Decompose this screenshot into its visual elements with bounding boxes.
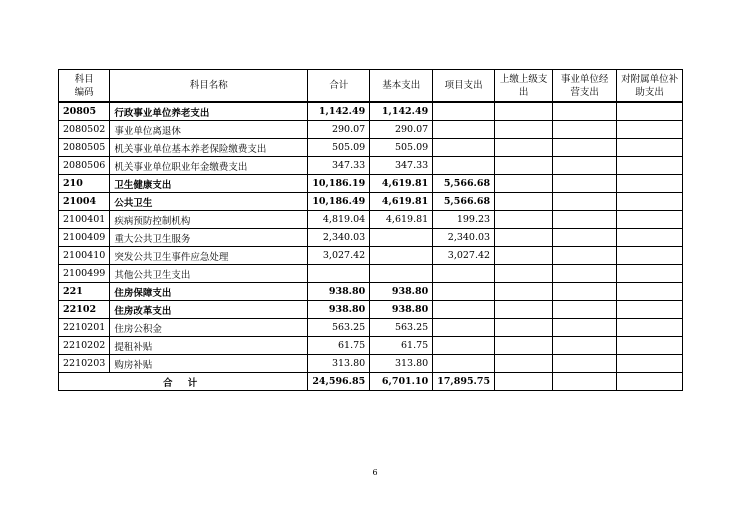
header-basic: 基本支出 <box>370 70 433 103</box>
row-basic: 505.09 <box>370 139 433 157</box>
table-row <box>59 319 683 337</box>
row-business <box>553 229 617 247</box>
row-subsidy <box>617 229 683 247</box>
row-basic: 347.33 <box>370 157 433 175</box>
row-code: 2080502 <box>59 121 110 139</box>
row-subsidy <box>617 193 683 211</box>
row-basic <box>370 247 433 265</box>
row-subsidy <box>617 301 683 319</box>
row-project <box>433 283 495 301</box>
row-project <box>433 265 495 283</box>
row-project <box>433 319 495 337</box>
row-code: 2210201 <box>59 319 110 337</box>
row-subsidy <box>617 283 683 301</box>
row-subsidy <box>617 355 683 373</box>
header-upper: 上缴上级支出 <box>495 70 553 103</box>
row-business <box>553 193 617 211</box>
row-name: 事业单位离退休 <box>110 121 308 139</box>
row-project <box>433 337 495 355</box>
row-upper <box>495 229 553 247</box>
table-row <box>59 229 683 247</box>
row-code: 2080505 <box>59 139 110 157</box>
row-business <box>553 319 617 337</box>
row-code: 2100409 <box>59 229 110 247</box>
row-code: 20805 <box>59 102 110 121</box>
row-basic: 938.80 <box>370 283 433 301</box>
row-name: 住房公积金 <box>110 319 308 337</box>
row-subsidy <box>617 121 683 139</box>
row-business <box>553 175 617 193</box>
row-subsidy <box>617 102 683 121</box>
row-total: 10,186.19 <box>308 175 370 193</box>
table-row <box>59 175 683 193</box>
total-business <box>553 373 617 391</box>
row-subsidy <box>617 337 683 355</box>
row-subsidy <box>617 157 683 175</box>
row-subsidy <box>617 247 683 265</box>
row-code: 21004 <box>59 193 110 211</box>
row-total: 3,027.42 <box>308 247 370 265</box>
row-business <box>553 102 617 121</box>
header-project: 项目支出 <box>433 70 495 103</box>
row-subsidy <box>617 265 683 283</box>
row-basic: 290.07 <box>370 121 433 139</box>
row-total: 2,340.03 <box>308 229 370 247</box>
table-row <box>59 337 683 355</box>
header-code: 科目 编码 <box>59 70 110 103</box>
row-total: 347.33 <box>308 157 370 175</box>
row-project <box>433 121 495 139</box>
row-code: 210 <box>59 175 110 193</box>
total-label: 合 计 <box>59 373 308 391</box>
header-total: 合计 <box>308 70 370 103</box>
page-number: 6 <box>372 468 378 477</box>
row-upper <box>495 102 553 121</box>
row-project: 5,566.68 <box>433 175 495 193</box>
row-basic: 61.75 <box>370 337 433 355</box>
row-name: 公共卫生 <box>110 193 308 211</box>
row-total <box>308 265 370 283</box>
table-row <box>59 265 683 283</box>
row-basic: 4,619.81 <box>370 211 433 229</box>
row-project <box>433 157 495 175</box>
row-business <box>553 283 617 301</box>
row-upper <box>495 283 553 301</box>
table-row <box>59 301 683 319</box>
row-business <box>553 301 617 319</box>
row-total: 313.80 <box>308 355 370 373</box>
row-total: 563.25 <box>308 319 370 337</box>
row-basic: 1,142.49 <box>370 102 433 121</box>
row-name: 突发公共卫生事件应急处理 <box>110 247 308 265</box>
row-subsidy <box>617 319 683 337</box>
row-upper <box>495 337 553 355</box>
row-name: 卫生健康支出 <box>110 175 308 193</box>
table-body <box>59 102 683 373</box>
row-basic: 563.25 <box>370 319 433 337</box>
row-code: 22102 <box>59 301 110 319</box>
row-project <box>433 102 495 121</box>
row-basic: 4,619.81 <box>370 193 433 211</box>
row-name: 提租补贴 <box>110 337 308 355</box>
table-row <box>59 102 683 121</box>
row-basic: 4,619.81 <box>370 175 433 193</box>
header-name: 科目名称 <box>110 70 308 103</box>
total-upper <box>495 373 553 391</box>
header-subsidy: 对附属单位补助支出 <box>617 70 683 103</box>
row-business <box>553 265 617 283</box>
row-business <box>553 139 617 157</box>
row-name: 机关事业单位基本养老保险缴费支出 <box>110 139 308 157</box>
row-code: 2100401 <box>59 211 110 229</box>
row-total: 938.80 <box>308 283 370 301</box>
row-business <box>553 211 617 229</box>
table-row <box>59 157 683 175</box>
row-subsidy <box>617 211 683 229</box>
table-row <box>59 355 683 373</box>
row-total: 4,819.04 <box>308 211 370 229</box>
row-name: 其他公共卫生支出 <box>110 265 308 283</box>
row-business <box>553 157 617 175</box>
row-upper <box>495 211 553 229</box>
header-business: 事业单位经营支出 <box>553 70 617 103</box>
row-basic <box>370 265 433 283</box>
table-header-row <box>59 70 683 103</box>
row-total: 1,142.49 <box>308 102 370 121</box>
table-row <box>59 211 683 229</box>
row-upper <box>495 121 553 139</box>
row-code: 2210203 <box>59 355 110 373</box>
table-row <box>59 193 683 211</box>
row-name: 住房改革支出 <box>110 301 308 319</box>
row-project: 5,566.68 <box>433 193 495 211</box>
row-upper <box>495 193 553 211</box>
row-business <box>553 355 617 373</box>
total-project: 17,895.75 <box>433 373 495 391</box>
row-project: 199.23 <box>433 211 495 229</box>
row-upper <box>495 139 553 157</box>
row-business <box>553 247 617 265</box>
row-subsidy <box>617 139 683 157</box>
row-upper <box>495 247 553 265</box>
row-total: 10,186.49 <box>308 193 370 211</box>
row-upper <box>495 265 553 283</box>
total-basic: 6,701.10 <box>370 373 433 391</box>
row-business <box>553 337 617 355</box>
row-business <box>553 121 617 139</box>
row-project: 2,340.03 <box>433 229 495 247</box>
row-code: 2080506 <box>59 157 110 175</box>
table-row <box>59 247 683 265</box>
row-name: 重大公共卫生服务 <box>110 229 308 247</box>
row-basic <box>370 229 433 247</box>
row-project <box>433 355 495 373</box>
table-row <box>59 121 683 139</box>
table-total-row <box>59 373 683 391</box>
total-subsidy <box>617 373 683 391</box>
row-code: 2100410 <box>59 247 110 265</box>
row-code: 2100499 <box>59 265 110 283</box>
total-total: 24,596.85 <box>308 373 370 391</box>
row-basic: 313.80 <box>370 355 433 373</box>
row-name: 疾病预防控制机构 <box>110 211 308 229</box>
row-project: 3,027.42 <box>433 247 495 265</box>
row-project <box>433 139 495 157</box>
row-upper <box>495 355 553 373</box>
row-code: 2210202 <box>59 337 110 355</box>
row-total: 938.80 <box>308 301 370 319</box>
row-name: 住房保障支出 <box>110 283 308 301</box>
row-total: 290.07 <box>308 121 370 139</box>
row-upper <box>495 301 553 319</box>
row-subsidy <box>617 175 683 193</box>
row-name: 购房补贴 <box>110 355 308 373</box>
row-upper <box>495 175 553 193</box>
table-row <box>59 283 683 301</box>
row-basic: 938.80 <box>370 301 433 319</box>
row-name: 行政事业单位养老支出 <box>110 102 308 121</box>
row-upper <box>495 319 553 337</box>
row-total: 505.09 <box>308 139 370 157</box>
row-project <box>433 301 495 319</box>
row-upper <box>495 157 553 175</box>
row-name: 机关事业单位职业年金缴费支出 <box>110 157 308 175</box>
row-total: 61.75 <box>308 337 370 355</box>
expenditure-table <box>58 69 683 391</box>
table-row <box>59 139 683 157</box>
row-code: 221 <box>59 283 110 301</box>
